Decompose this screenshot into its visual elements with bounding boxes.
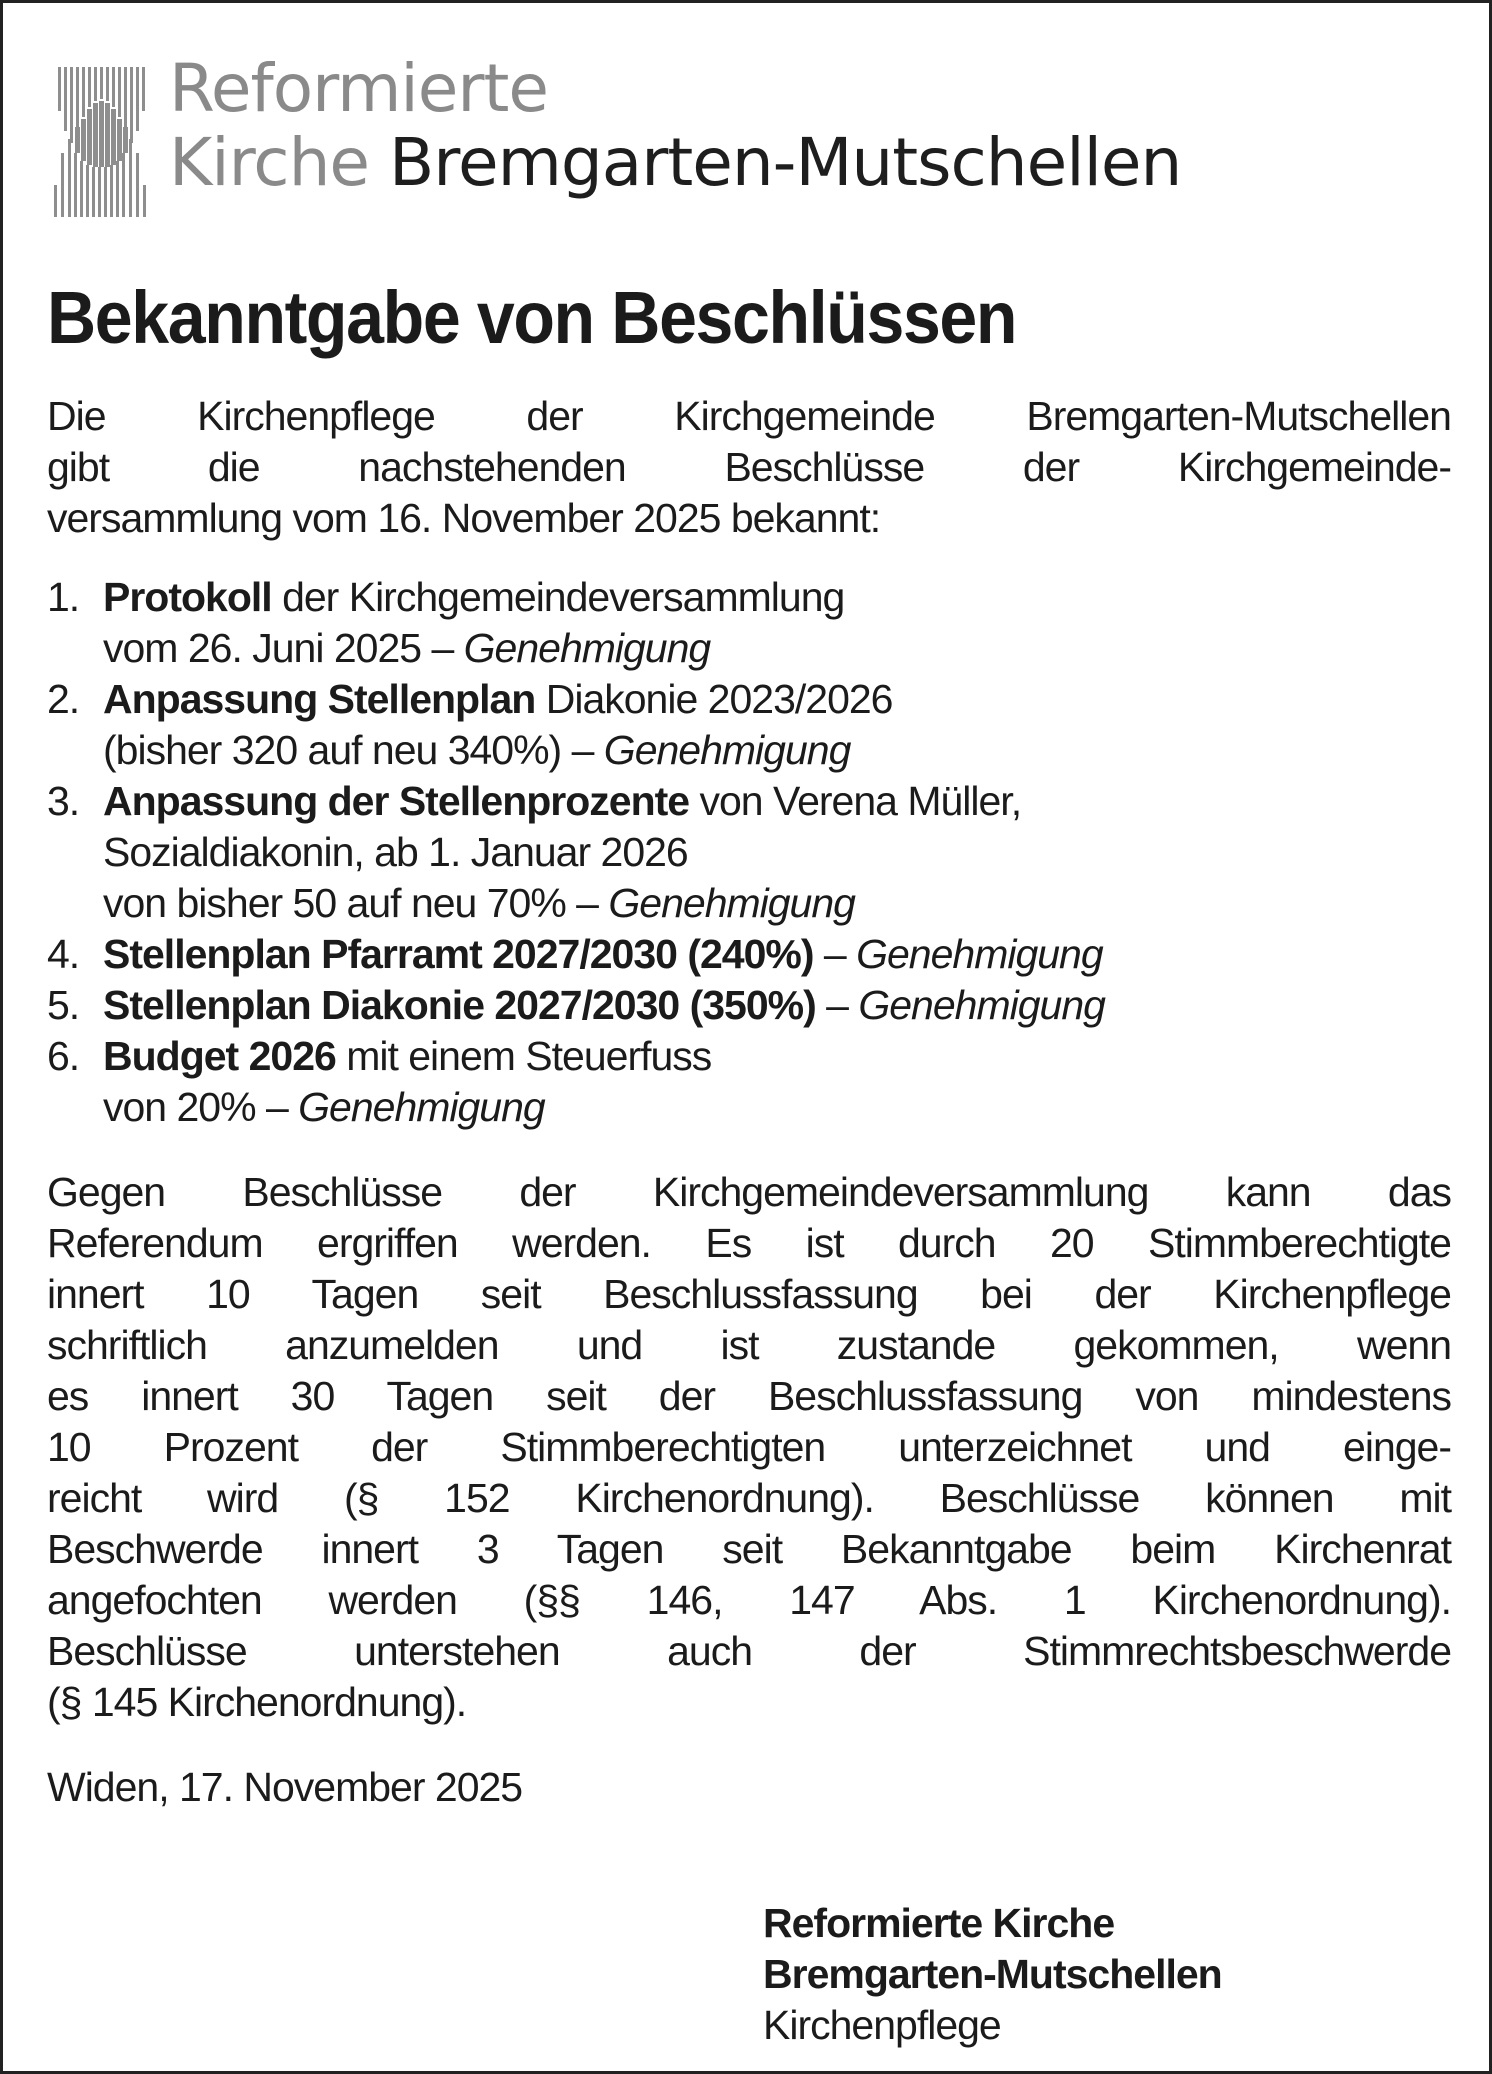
item-status: Genehmigung [858, 982, 1105, 1028]
legal-line: innert 10 Tagen seit Beschlussfassung bei der Kirchenpflege [47, 1271, 1451, 1317]
item-text: Sozialdiakonin, ab 1. Januar 2026 [103, 829, 688, 875]
resolution-item [47, 674, 1451, 776]
place-and-date: Widen, 17. November 2025 [47, 1764, 523, 1810]
resolution-item [47, 572, 1451, 674]
item-text: von bisher 50 auf neu 70% – [103, 880, 609, 926]
intro-line: Die Kirchenpflege der Kirchgemeinde Bremgarten-Mutschellen [47, 393, 1451, 439]
intro-line: gibt die nachstehenden Beschlüsse der Kirchgemeinde- [47, 444, 1451, 490]
intro-line: versammlung vom 16. November 2025 bekannt: [47, 495, 881, 541]
item-text: mit einem Steuerfuss [335, 1033, 712, 1079]
item-number: 2. [47, 676, 80, 722]
church-bars-logo-icon [49, 61, 149, 221]
item-text: (bisher 320 auf neu 340%) – [103, 727, 604, 773]
signature-org-line-1: Reformierte Kirche [763, 1900, 1115, 1946]
item-text: der Kirchgemeindeversammlung [271, 574, 845, 620]
logo-wordmark [169, 50, 1182, 201]
logo-line-2 [169, 125, 1181, 201]
signature-block [763, 1898, 1222, 2051]
item-bold-title: Protokoll [103, 574, 272, 620]
resolution-item [47, 980, 1451, 1031]
legal-line: Beschlüsse unterstehen auch der Stimmrechtsbeschwerde [47, 1628, 1451, 1674]
legal-line: 10 Prozent der Stimmberechtigten unterzeichnet und einge- [47, 1424, 1451, 1470]
resolution-item [47, 929, 1451, 980]
item-number: 4. [47, 931, 80, 977]
resolution-item [47, 776, 1451, 929]
item-status: Genehmigung [603, 727, 851, 773]
item-number: 5. [47, 982, 80, 1028]
item-text: von Verena Müller, [689, 778, 1022, 824]
item-text: von 20% – [103, 1084, 299, 1130]
item-bold-title: Budget 2026 [103, 1033, 336, 1079]
legal-line: reicht wird (§ 152 Kirchenordnung). Beschlüsse können mit [47, 1475, 1451, 1521]
legal-line: es innert 30 Tagen seit der Beschlussfassung von mindestens [47, 1373, 1451, 1419]
legal-notice-paragraph [47, 1167, 1451, 1728]
item-text: vom 26. Juni 2025 – [103, 625, 464, 671]
item-number: 3. [47, 778, 80, 824]
item-bold-title: Anpassung der Stellenprozente [103, 778, 690, 824]
resolutions-list [47, 572, 1451, 1133]
legal-line: angefochten werden (§§ 146, 147 Abs. 1 Kirchenordnung). [47, 1577, 1451, 1623]
logo-line-2-dark: Bremgarten-Mutschellen [369, 124, 1182, 201]
item-status: Genehmigung [856, 931, 1103, 977]
item-bold-title: Anpassung Stellenplan [103, 676, 536, 722]
item-bold-title: Stellenplan Pfarramt 2027/2030 (240%) [103, 931, 814, 977]
item-status: Genehmigung [298, 1084, 545, 1130]
item-status: Genehmigung [463, 625, 711, 671]
logo-line-2-light: Kirche [169, 124, 370, 201]
item-status: Genehmigung [608, 880, 855, 926]
logo-line-1: Reformierte [169, 50, 548, 127]
item-number: 1. [47, 574, 80, 620]
item-bold-title: Stellenplan Diakonie 2027/2030 (350%) [103, 982, 816, 1028]
legal-line: Beschwerde innert 3 Tagen seit Bekanntgabe beim Kirchenrat [47, 1526, 1451, 1572]
item-text: – [813, 931, 857, 977]
item-text: Diakonie 2023/2026 [535, 676, 893, 722]
signature-org-line-2: Bremgarten-Mutschellen [763, 1951, 1222, 1997]
signature-body: Kirchenpflege [763, 2002, 1001, 2048]
page-title: Bekanntgabe von Beschlüssen [47, 276, 1017, 359]
legal-line: Referendum ergriffen werden. Es ist durch 20 Stimmberechtigte [47, 1220, 1451, 1266]
legal-line: (§ 145 Kirchenordnung). [47, 1679, 467, 1725]
resolution-item [47, 1031, 1451, 1133]
item-text: – [815, 982, 859, 1028]
item-number: 6. [47, 1033, 80, 1079]
intro-paragraph [47, 391, 1451, 544]
legal-line: Gegen Beschlüsse der Kirchgemeindeversammlung kann das [47, 1169, 1451, 1215]
legal-line: schriftlich anzumelden und ist zustande gekommen, wenn [47, 1322, 1451, 1368]
announcement-content [47, 273, 1451, 1813]
